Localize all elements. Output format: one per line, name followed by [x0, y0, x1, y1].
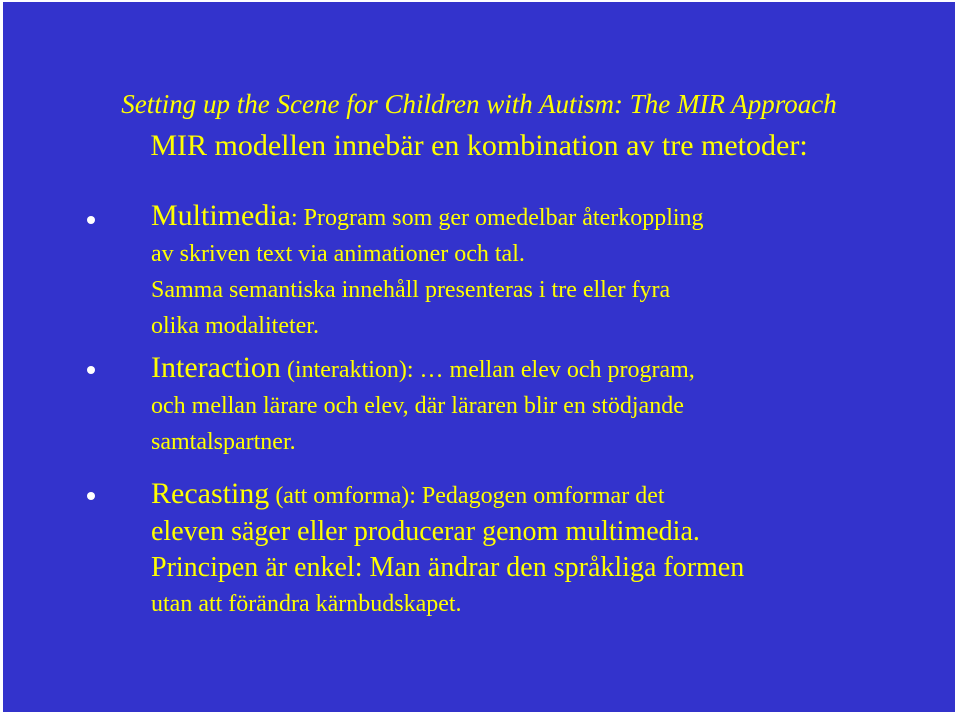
bullet-marker — [87, 492, 95, 500]
slide — [3, 2, 955, 712]
bullet-item-multimedia — [151, 198, 891, 344]
bullet-line: av skriven text via animationer och tal. — [151, 241, 525, 267]
bullet-lead: Interaction — [151, 351, 281, 384]
bullet-item-interaction — [151, 350, 891, 460]
bullet-marker — [87, 216, 95, 224]
bullet-line: : Program som ger omedelbar återkoppling — [290, 205, 704, 231]
bullet-lead: Recasting — [151, 477, 270, 510]
bullet-line: (att omforma): Pedagogen omformar det — [269, 483, 665, 509]
bullet-line: utan att förändra kärnbudskapet. — [151, 591, 462, 617]
bullet-line: (interaktion): … mellan elev och program, — [280, 357, 695, 383]
bullet-line: Principen är enkel: Man ändrar den språkliga formen — [151, 552, 745, 583]
bullet-marker — [87, 366, 95, 374]
slide-subtitle: Setting up the Scene for Children with Autism: The MIR Approach — [121, 89, 837, 119]
bullet-line: eleven säger eller producerar genom multimedia. — [151, 516, 700, 547]
bullet-line: samtalspartner. — [151, 429, 296, 455]
bullet-item-recasting — [151, 476, 891, 622]
bullet-line: olika modaliteter. — [151, 313, 319, 339]
bullet-list — [3, 2, 955, 712]
slide-title: MIR modellen innebär en kombination av tre metoder: — [150, 129, 808, 162]
bullet-lead: Multimedia — [151, 199, 291, 232]
bullet-line: och mellan lärare och elev, där läraren blir en stödjande — [151, 393, 684, 419]
bullet-line: Samma semantiska innehåll presenteras i tre eller fyra — [151, 277, 671, 303]
